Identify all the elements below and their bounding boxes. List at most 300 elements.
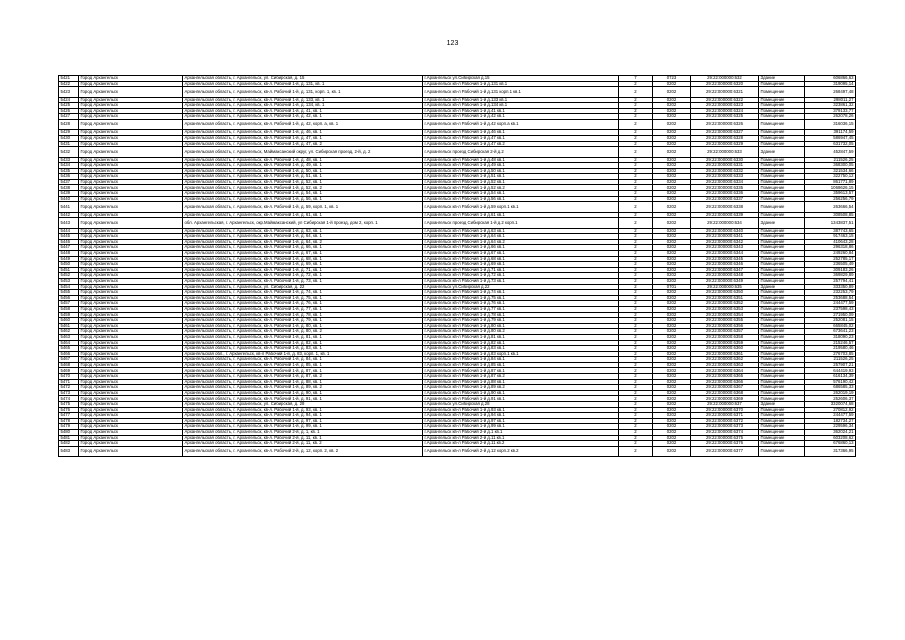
- cadastral-number-cell: 29:22:000000:6328: [691, 135, 759, 141]
- municipality-cell: Город Архангельск: [79, 407, 183, 413]
- object-kind-cell: Помещение: [759, 141, 805, 147]
- object-kind-cell: Здание: [759, 402, 805, 408]
- type-code-cell: 2: [619, 179, 653, 185]
- cadastral-number-cell: 29:22:000000:6376: [691, 441, 759, 447]
- object-kind-cell: Помещение: [759, 418, 805, 424]
- municipality-cell: Город Архангельск: [79, 97, 183, 103]
- municipality-cell: Город Архангельск: [79, 108, 183, 114]
- cadastral-number-cell: 29:22:000000:6325: [691, 114, 759, 120]
- classification-code-cell: 0202: [653, 441, 691, 447]
- type-code-cell: 2: [619, 340, 653, 346]
- row-number-cell: 5436: [59, 174, 79, 180]
- table-body: [59, 76, 856, 457]
- object-kind-cell: Помещение: [759, 267, 805, 273]
- classification-code-cell: 0202: [653, 435, 691, 441]
- type-code-cell: 2: [619, 185, 653, 191]
- municipality-cell: Город Архангельск: [79, 157, 183, 163]
- municipality-cell: Город Архангельск: [79, 141, 183, 147]
- classification-code-cell: 0202: [653, 407, 691, 413]
- cadastral-number-cell: 29:22:000000:6356: [691, 323, 759, 329]
- cadastral-value-cell: 319095,14: [805, 81, 856, 87]
- classification-code-cell: 0202: [653, 390, 691, 396]
- cadastral-number-cell: 29:22:000000:6357: [691, 329, 759, 335]
- address-cell: Архангельская область, г. Архангельск, ул. Сибирская, д. 28: [183, 402, 423, 408]
- classification-code-cell: 0202: [653, 273, 691, 279]
- short-address-cell: г.Архангельск кв-л Рабочий 1-й д.69 кв.1: [423, 262, 619, 268]
- address-cell: Архангельская область, г. Архангельск, кв-л. Рабочий 1-й, д. 76, кв. 1: [183, 301, 423, 307]
- short-address-cell: г.Архангельск кв-л Рабочий 1-й д.42 кв.1: [423, 114, 619, 120]
- cadastral-value-cell: 686585,33: [805, 385, 856, 391]
- short-address-cell: г.Архангельск кв-л Рабочий 2-й д.11 кв.1: [423, 435, 619, 441]
- municipality-cell: Город Архангельск: [79, 435, 183, 441]
- type-code-cell: 2: [619, 312, 653, 318]
- cadastral-value-cell: 256256,79: [805, 196, 856, 202]
- municipality-cell: Город Архангельск: [79, 179, 183, 185]
- classification-code-cell: 0202: [653, 430, 691, 436]
- municipality-cell: Город Архангельск: [79, 323, 183, 329]
- municipality-cell: Город Архангельск: [79, 202, 183, 212]
- municipality-cell: Город Архангельск: [79, 424, 183, 430]
- short-address-cell: г.Архангельск кв-л Рабочий 1-й д.49 кв.1: [423, 163, 619, 169]
- type-code-cell: 2: [619, 284, 653, 290]
- cadastral-number-cell: 29:22:000000:6336: [691, 191, 759, 197]
- cadastral-value-cell: 249260,84: [805, 251, 856, 257]
- short-address-cell: г.Архангельск кв-л Рабочий 1-й д.71 кв.1: [423, 267, 619, 273]
- municipality-cell: Город Архангельск: [79, 245, 183, 251]
- type-code-cell: 2: [619, 267, 653, 273]
- object-kind-cell: Помещение: [759, 318, 805, 324]
- municipality-cell: Город Архангельск: [79, 306, 183, 312]
- row-number-cell: 5472: [59, 385, 79, 391]
- object-kind-cell: Помещение: [759, 245, 805, 251]
- type-code-cell: 2: [619, 323, 653, 329]
- row-number-cell: 5421: [59, 76, 79, 82]
- classification-code-cell: 0202: [653, 318, 691, 324]
- row-number-cell: 5440: [59, 196, 79, 202]
- cadastral-number-cell: 29:22:000000:6335: [691, 185, 759, 191]
- address-cell: Архангельская область, г. Архангельск, кв-л. Рабочий 1-й, д. 52, кв. 1: [183, 179, 423, 185]
- classification-code-cell: 0202: [653, 163, 691, 169]
- object-kind-cell: Помещение: [759, 87, 805, 97]
- row-number-cell: 5460: [59, 318, 79, 324]
- cadastral-number-cell: 29:22:000000:6362: [691, 357, 759, 363]
- classification-code-cell: 0202: [653, 402, 691, 408]
- cadastral-value-cell: 917463,15: [805, 234, 856, 240]
- object-kind-cell: Помещение: [759, 103, 805, 109]
- cadastral-number-cell: 29:22:000000:6331: [691, 163, 759, 169]
- address-cell: Архангельская область, г. Архангельск, кв-л. Рабочий 1-й, д. 61, кв. 1: [183, 212, 423, 218]
- address-cell: Архангельская область, г. Архангельск, кв-л. Рабочий 1-й, д. 47, кв. 1: [183, 135, 423, 141]
- municipality-cell: Город Архангельск: [79, 340, 183, 346]
- row-number-cell: 5474: [59, 396, 79, 402]
- cadastral-value-cell: 296318,86: [805, 245, 856, 251]
- row-number-cell: 5423: [59, 87, 79, 97]
- row-number-cell: 5431: [59, 141, 79, 147]
- cadastral-value-cell: 263666,54: [805, 202, 856, 212]
- cadastral-number-cell: 29:22:000000:6370: [691, 407, 759, 413]
- municipality-cell: Город Архангельск: [79, 430, 183, 436]
- type-code-cell: 2: [619, 147, 653, 157]
- cadastral-number-cell: 29:22:000000:6351: [691, 295, 759, 301]
- classification-code-cell: 0202: [653, 135, 691, 141]
- cadastral-value-table: [58, 75, 856, 457]
- table-row: [59, 218, 856, 228]
- short-address-cell: г.Архангельск кв-л Рабочий 1-й д.64 кв.1: [423, 234, 619, 240]
- cadastral-number-cell: 29:22:000000:6320: [691, 81, 759, 87]
- address-cell: Архангельская область, г. Архангельск, кв-л. Рабочий 1-й, д. 49, кв. 1: [183, 163, 423, 169]
- address-cell: Архангельская область, г. Архангельск, кв-л. Рабочий 1-й, д. 47, кв. 2: [183, 141, 423, 147]
- municipality-cell: Город Архангельск: [79, 374, 183, 380]
- object-kind-cell: Помещение: [759, 179, 805, 185]
- address-cell: Архангельская область, г. Архангельск, кв-л. Рабочий 1-й, д. 72, кв. 1: [183, 273, 423, 279]
- short-address-cell: г.Архангельск кв-л Рабочий 1-й д.73 кв.1: [423, 278, 619, 284]
- object-kind-cell: Помещение: [759, 157, 805, 163]
- object-kind-cell: Помещение: [759, 334, 805, 340]
- object-kind-cell: Помещение: [759, 290, 805, 296]
- classification-code-cell: 0202: [653, 114, 691, 120]
- municipality-cell: Город Архангельск: [79, 267, 183, 273]
- classification-code-cell: 0202: [653, 202, 691, 212]
- cadastral-number-cell: 29:22:000000:6350: [691, 290, 759, 296]
- address-cell: Архангельская область, г. Архангельск, кв-л. Рабочий 1-й, д. 59, корп. 1, кв. 1: [183, 202, 423, 212]
- municipality-cell: Город Архангельск: [79, 346, 183, 352]
- classification-code-cell: 0202: [653, 147, 691, 157]
- cadastral-value-cell: 362024,21: [805, 430, 856, 436]
- classification-code-cell: 0202: [653, 191, 691, 197]
- classification-code-cell: 0202: [653, 379, 691, 385]
- short-address-cell: г.Архангельск кв-л Рабочий 1-й д.61 кв.1: [423, 212, 619, 218]
- municipality-cell: Город Архангельск: [79, 385, 183, 391]
- row-number-cell: 5451: [59, 267, 79, 273]
- address-cell: Архангельская область, г. Архангельск, кв-л. Рабочий 2-й, д. 12, корп. 2, кв. 2: [183, 446, 423, 456]
- cadastral-number-cell: 29:22:000000:6374: [691, 430, 759, 436]
- type-code-cell: 2: [619, 97, 653, 103]
- address-cell: Архангельская область, г. Архангельск, кв-л. Рабочий 1-й, д. 69, кв. 1: [183, 262, 423, 268]
- address-cell: Архангельская область, г. Архангельск, кв-л. Рабочий 1-й, д. 80, кв. 1: [183, 323, 423, 329]
- municipality-cell: Город Архангельск: [79, 114, 183, 120]
- object-kind-cell: Помещение: [759, 346, 805, 352]
- cadastral-number-cell: 29:22:000000:6369: [691, 396, 759, 402]
- object-kind-cell: Помещение: [759, 385, 805, 391]
- cadastral-number-cell: 29:22:000000:634: [691, 218, 759, 228]
- cadastral-number-cell: 29:22:000000:6332: [691, 168, 759, 174]
- type-code-cell: 2: [619, 251, 653, 257]
- address-cell: Архангельская область, г. Архангельск, кв-л. Рабочий 1-й, д. 94, кв. 1: [183, 413, 423, 419]
- object-kind-cell: Помещение: [759, 228, 805, 234]
- cadastral-value-cell: 268497,48: [805, 87, 856, 97]
- row-number-cell: 5433: [59, 157, 79, 163]
- address-cell: Архангельская область, г. Архангельск, кв-л. Рабочий 1-й, д. 85, кв. 1: [183, 362, 423, 368]
- cadastral-value-cell: 252606,37: [805, 396, 856, 402]
- municipality-cell: Город Архангельск: [79, 251, 183, 257]
- short-address-cell: г.Архангельск кв-л Рабочий 1-й д.67 кв.1: [423, 251, 619, 257]
- object-kind-cell: Помещение: [759, 340, 805, 346]
- cadastral-value-cell: 271950,09: [805, 312, 856, 318]
- classification-code-cell: 0202: [653, 290, 691, 296]
- address-cell: Архангельская область, г. Архангельск, кв-л. Рабочий 1-й, д. 78, кв. 1: [183, 312, 423, 318]
- cadastral-number-cell: 29:22:000000:6337: [691, 196, 759, 202]
- classification-code-cell: 0202: [653, 97, 691, 103]
- object-kind-cell: Помещение: [759, 407, 805, 413]
- object-kind-cell: Помещение: [759, 413, 805, 419]
- cadastral-value-cell: 257794,41: [805, 278, 856, 284]
- row-number-cell: 5477: [59, 413, 79, 419]
- row-number-cell: 5427: [59, 114, 79, 120]
- cadastral-value-cell: 252785,17: [805, 256, 856, 262]
- row-number-cell: 5469: [59, 368, 79, 374]
- short-address-cell: г.Архангельск кв-л Рабочий 1-й д.52 кв.2: [423, 185, 619, 191]
- short-address-cell: г.Архангельск кв-л Рабочий 1-й д.41 кв.1: [423, 108, 619, 114]
- object-kind-cell: Помещение: [759, 163, 805, 169]
- classification-code-cell: 0202: [653, 385, 691, 391]
- address-cell: Архангельская область, г. Архангельск, кв-л. Рабочий 1-й, д. 52, кв. 2: [183, 185, 423, 191]
- short-address-cell: г.Архангельск кв-л Рабочий 2-й д.1 кв.1: [423, 430, 619, 436]
- short-address-cell: г.Архангельск кв-л Рабочий 1-й д.52 кв.1: [423, 179, 619, 185]
- cadastral-number-cell: 29:22:000000:6353: [691, 306, 759, 312]
- type-code-cell: 2: [619, 262, 653, 268]
- type-code-cell: 2: [619, 196, 653, 202]
- address-cell: Архангельская область, г. Архангельск, кв-л. Рабочий 1-й, д. 87, кв. 1: [183, 368, 423, 374]
- object-kind-cell: Помещение: [759, 312, 805, 318]
- object-kind-cell: Помещение: [759, 234, 805, 240]
- cadastral-number-cell: 29:22:000000:6324: [691, 108, 759, 114]
- classification-code-cell: 0202: [653, 234, 691, 240]
- row-number-cell: 5476: [59, 407, 79, 413]
- classification-code-cell: 0202: [653, 256, 691, 262]
- short-address-cell: г.Архангельск кв-л Рабочий 1-й д.68 кв.1: [423, 256, 619, 262]
- object-kind-cell: Помещение: [759, 441, 805, 447]
- row-number-cell: 5422: [59, 81, 79, 87]
- cadastral-value-cell: 333350,89: [805, 284, 856, 290]
- municipality-cell: Город Архангельск: [79, 147, 183, 157]
- cadastral-number-cell: 29:22:000000:6352: [691, 301, 759, 307]
- municipality-cell: Город Архангельск: [79, 362, 183, 368]
- municipality-cell: Город Архангельск: [79, 239, 183, 245]
- object-kind-cell: Здание: [759, 76, 805, 82]
- address-cell: Архангельская область, г. Архангельск, кв-л. Рабочий 1-й, д. 83, кв. 1: [183, 346, 423, 352]
- cadastral-number-cell: 29:22:000000:6377: [691, 446, 759, 456]
- short-address-cell: г.Архангельск кв-л Рабочий 1-й д.83 корп.1 кв.1: [423, 351, 619, 357]
- object-kind-cell: Помещение: [759, 390, 805, 396]
- type-code-cell: 2: [619, 135, 653, 141]
- short-address-cell: г.Архангельск ул.Сибирская д.22: [423, 284, 619, 290]
- object-kind-cell: Помещение: [759, 301, 805, 307]
- cadastral-value-cell: 270812,92: [805, 407, 856, 413]
- cadastral-value-cell: 368300,05: [805, 163, 856, 169]
- municipality-cell: Город Архангельск: [79, 119, 183, 129]
- classification-code-cell: 0202: [653, 157, 691, 163]
- row-number-cell: 5448: [59, 251, 79, 257]
- short-address-cell: г.Архангельск кв-л Рабочий 1-й д.131 корп.1 кв.1: [423, 87, 619, 97]
- row-number-cell: 5473: [59, 390, 79, 396]
- address-cell: Архангельская область, г. Архангельск, кв-л. Рабочий 1-й, д. 42, корп. а, кв. 1: [183, 119, 423, 129]
- classification-code-cell: 0202: [653, 351, 691, 357]
- municipality-cell: Город Архангельск: [79, 228, 183, 234]
- cadastral-number-cell: 29:22:000000:6354: [691, 312, 759, 318]
- short-address-cell: г.Архангельск кв-л Рабочий 1-й д.54 кв.1: [423, 191, 619, 197]
- short-address-cell: г.Архангельск кв-л Рабочий 1-й д.80 кв.2: [423, 329, 619, 335]
- short-address-cell: г.Архангельск кв-л Рабочий 2-й д.12 корп.2 кв.2: [423, 446, 619, 456]
- short-address-cell: г.Архангельск кв-л Рабочий 1-й д.88 кв.1: [423, 379, 619, 385]
- row-number-cell: 5471: [59, 379, 79, 385]
- cadastral-value-cell: 309183,26: [805, 267, 856, 273]
- type-code-cell: 2: [619, 357, 653, 363]
- municipality-cell: Город Архангельск: [79, 163, 183, 169]
- municipality-cell: Город Архангельск: [79, 446, 183, 456]
- type-code-cell: 2: [619, 103, 653, 109]
- short-address-cell: г.Архангельск кв-л Рабочий 2-й д.11 кв.2: [423, 441, 619, 447]
- classification-code-cell: 0202: [653, 267, 691, 273]
- address-cell: Архангельская область, г. Архангельск, кв-л. Рабочий 1-й, д. 54, кв. 1: [183, 191, 423, 197]
- municipality-cell: Город Архангельск: [79, 218, 183, 228]
- type-code-cell: 2: [619, 191, 653, 197]
- row-number-cell: 5447: [59, 245, 79, 251]
- classification-code-cell: 0202: [653, 418, 691, 424]
- row-number-cell: 5434: [59, 163, 79, 169]
- table-row: [59, 119, 856, 129]
- object-kind-cell: Помещение: [759, 368, 805, 374]
- type-code-cell: 2: [619, 119, 653, 129]
- classification-code-cell: 0202: [653, 334, 691, 340]
- type-code-cell: 2: [619, 234, 653, 240]
- cadastral-number-cell: 29:22:000000:6361: [691, 351, 759, 357]
- cadastral-number-cell: 29:22:000000:6373: [691, 424, 759, 430]
- type-code-cell: 2: [619, 329, 653, 335]
- address-cell: Архангельская область, г. Архангельск, кв-л. Рабочий 1-й, д. 82, кв. 1: [183, 340, 423, 346]
- type-code-cell: 2: [619, 446, 653, 456]
- cadastral-number-cell: 29:22:000000:6345: [691, 256, 759, 262]
- row-number-cell: 5465: [59, 346, 79, 352]
- short-address-cell: г.Архангельск кв-л Рабочий 1-й д.84 кв.1: [423, 357, 619, 363]
- short-address-cell: г.Архангельск кв-л Рабочий 1-й д.64 кв.2: [423, 239, 619, 245]
- cadastral-value-cell: 244477,59: [805, 301, 856, 307]
- address-cell: обл. Архангельская, г. Архангельск, окр.Маймаксанский, ул Сибирская 1-й проезд, дом 2, корп. 1: [183, 218, 423, 228]
- row-number-cell: 5479: [59, 424, 79, 430]
- short-address-cell: г.Архангельск проезд Сибирская 2-й д.2: [423, 147, 619, 157]
- type-code-cell: 2: [619, 362, 653, 368]
- classification-code-cell: 0202: [653, 306, 691, 312]
- cadastral-number-cell: 29:22:000000:6338: [691, 202, 759, 212]
- type-code-cell: 2: [619, 351, 653, 357]
- cadastral-value-cell: 276703,85: [805, 351, 856, 357]
- type-code-cell: 2: [619, 114, 653, 120]
- municipality-cell: Город Архангельск: [79, 103, 183, 109]
- cadastral-value-cell: 229596,34: [805, 424, 856, 430]
- row-number-cell: 5435: [59, 168, 79, 174]
- cadastral-value-cell: 861771,89: [805, 179, 856, 185]
- municipality-cell: Город Архангельск: [79, 212, 183, 218]
- cadastral-value-cell: 616134,39: [805, 374, 856, 380]
- cadastral-value-cell: 359613,57: [805, 191, 856, 197]
- municipality-cell: Город Архангельск: [79, 284, 183, 290]
- row-number-cell: 5463: [59, 334, 79, 340]
- address-cell: Архангельская область, г. Архангельск, кв-л. Рабочий 1-й, д. 133, кв. 1: [183, 97, 423, 103]
- object-kind-cell: Помещение: [759, 362, 805, 368]
- classification-code-cell: 0701: [653, 284, 691, 290]
- short-address-cell: г.Архангельск кв-л Рабочий 1-й д.48 кв.1: [423, 157, 619, 163]
- cadastral-number-cell: 29:22:000000:635: [691, 284, 759, 290]
- object-kind-cell: Помещение: [759, 196, 805, 202]
- classification-code-cell: 0723: [653, 76, 691, 82]
- classification-code-cell: 0202: [653, 108, 691, 114]
- short-address-cell: г.Архангельск кв-л Рабочий 1-й д.63 кв.1: [423, 228, 619, 234]
- row-number-cell: 5462: [59, 329, 79, 335]
- municipality-cell: Город Архангельск: [79, 301, 183, 307]
- address-cell: Архангельская область, г. Архангельск, кв-л. Рабочий 1-й, д. 74, кв. 1: [183, 290, 423, 296]
- type-code-cell: 2: [619, 441, 653, 447]
- object-kind-cell: Помещение: [759, 212, 805, 218]
- object-kind-cell: Помещение: [759, 351, 805, 357]
- cadastral-number-cell: 29:22:000000:6348: [691, 273, 759, 279]
- cadastral-value-cell: 308508,85: [805, 212, 856, 218]
- municipality-cell: Город Архангельск: [79, 368, 183, 374]
- row-number-cell: 5432: [59, 147, 79, 157]
- row-number-cell: 5480: [59, 430, 79, 436]
- cadastral-value-cell: 316036,15: [805, 119, 856, 129]
- municipality-cell: Город Архангельск: [79, 396, 183, 402]
- address-cell: Архангельская область, г. Архангельск, кв-л. Рабочий 2-й, д. 11, кв. 1: [183, 435, 423, 441]
- short-address-cell: г.Архангельск кв-л Рабочий 1-й д.75 кв.1: [423, 295, 619, 301]
- classification-code-cell: 0202: [653, 239, 691, 245]
- address-cell: Архангельская область, г. Архангельск, кв-л. Рабочий 1-й, д. 42, кв. 1: [183, 114, 423, 120]
- object-kind-cell: Помещение: [759, 239, 805, 245]
- object-kind-cell: Помещение: [759, 81, 805, 87]
- cadastral-number-cell: 29:22:000000:6347: [691, 267, 759, 273]
- object-kind-cell: Помещение: [759, 97, 805, 103]
- cadastral-value-cell: 182734,27: [805, 418, 856, 424]
- address-cell: Архангельская область, г. Архангельск, кв-л. Рабочий 1-й, д. 89, кв. 2: [183, 385, 423, 391]
- cadastral-number-cell: 29:22:000000:6327: [691, 130, 759, 136]
- short-address-cell: г.Архангельск кв-л Рабочий 1-й д.56 кв.1: [423, 196, 619, 202]
- row-number-cell: 5442: [59, 212, 79, 218]
- cadastral-value-cell: 1068626,15: [805, 185, 856, 191]
- row-number-cell: 5467: [59, 357, 79, 363]
- municipality-cell: Город Архангельск: [79, 87, 183, 97]
- type-code-cell: 2: [619, 334, 653, 340]
- cadastral-value-cell: 379133,77: [805, 108, 856, 114]
- object-kind-cell: Помещение: [759, 108, 805, 114]
- row-number-cell: 5470: [59, 374, 79, 380]
- address-cell: Архангельская область, г. Архангельск, кв-л. Рабочий 1-й, д. 63, кв. 1: [183, 228, 423, 234]
- classification-code-cell: 0202: [653, 368, 691, 374]
- object-kind-cell: Помещение: [759, 323, 805, 329]
- object-kind-cell: Помещение: [759, 262, 805, 268]
- municipality-cell: Город Архангельск: [79, 185, 183, 191]
- object-kind-cell: Помещение: [759, 202, 805, 212]
- type-code-cell: 2: [619, 306, 653, 312]
- cadastral-value-cell: 676860,13: [805, 441, 856, 447]
- cadastral-number-cell: 29:22:000000:6372: [691, 418, 759, 424]
- municipality-cell: Город Архангельск: [79, 81, 183, 87]
- short-address-cell: г.Архангельск кв-л Рабочий 1-й д.80 кв.1: [423, 323, 619, 329]
- object-kind-cell: Помещение: [759, 114, 805, 120]
- type-code-cell: 2: [619, 390, 653, 396]
- type-code-cell: 2: [619, 239, 653, 245]
- classification-code-cell: 0202: [653, 81, 691, 87]
- short-address-cell: г.Архангельск кв-л Рабочий 1-й д.90 кв.1: [423, 390, 619, 396]
- row-number-cell: 5438: [59, 185, 79, 191]
- type-code-cell: 2: [619, 245, 653, 251]
- municipality-cell: Город Архангельск: [79, 312, 183, 318]
- municipality-cell: Город Архангельск: [79, 390, 183, 396]
- address-cell: Архангельская область, г. Архангельск, кв-л. Рабочий 1-й, д. 73, кв. 1: [183, 278, 423, 284]
- classification-code-cell: 0202: [653, 396, 691, 402]
- short-address-cell: г.Архангельск кв-л Рабочий 1-й д.89 кв.2: [423, 385, 619, 391]
- cadastral-value-cell: 211526,25: [805, 357, 856, 363]
- type-code-cell: 2: [619, 424, 653, 430]
- object-kind-cell: Помещение: [759, 446, 805, 456]
- row-number-cell: 5428: [59, 119, 79, 129]
